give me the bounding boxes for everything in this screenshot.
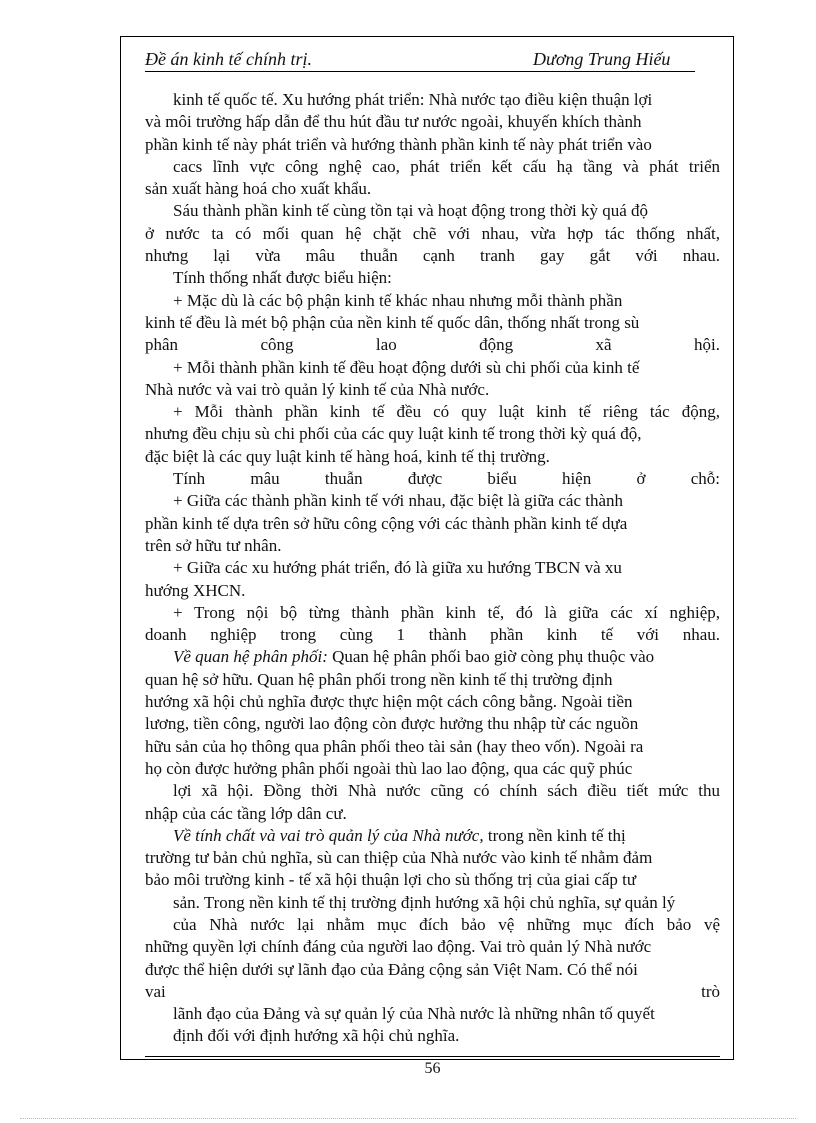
text-line: Tính thống nhất được biểu hiện: xyxy=(173,268,392,288)
text-line: hướng XHCN. xyxy=(145,580,246,600)
footer-divider xyxy=(145,1056,720,1057)
text-line xyxy=(145,825,720,847)
text-line: cacs lĩnh vực công nghệ cao, phát triển kết cấu hạ tầng và phát triển xyxy=(173,156,720,176)
text-line: + Mỗi thành phần kinh tế đều có quy luật kinh tế riêng tác động, xyxy=(173,402,720,422)
text-line xyxy=(145,646,720,668)
text-line: và môi trường hấp dẫn để thu hút đầu tư nước ngoài, khuyến khích thành xyxy=(145,112,642,132)
header-author: Dương Trung Hiếu xyxy=(533,49,671,69)
text-line: phân công lao động xã hội. xyxy=(145,335,720,355)
text-line: Sáu thành phần kinh tế cùng tồn tại và hoạt động trong thời kỳ quá độ xyxy=(173,201,648,221)
page-header xyxy=(145,49,695,72)
text-line: được thể hiện dưới sự lãnh đạo của Đảng cộng sản Việt Nam. Có thể nói xyxy=(145,959,638,979)
document-body xyxy=(145,89,720,1048)
text-line: Tính mâu thuẫn được biểu hiện ở chỗ: xyxy=(173,469,720,489)
page-number: 56 xyxy=(424,1060,441,1077)
section-heading: Về quan hệ phân phối: xyxy=(173,647,328,667)
text-line: lợi xã hội. Đồng thời Nhà nước cũng có chính sách điều tiết mức thu xyxy=(173,781,720,801)
text-line: họ còn được hưởng phân phối ngoài thù lao lao động, qua các quỹ phúc xyxy=(145,758,633,778)
text-line: hướng xã hội chủ nghĩa được thực hiện một cách công bằng. Ngoài tiền xyxy=(145,692,633,712)
text-line: + Mỗi thành phần kinh tế đều hoạt động dưới sù chi phối của kinh tế xyxy=(173,357,640,377)
text-line: lãnh đạo của Đảng và sự quản lý của Nhà nước là những nhân tố quyết xyxy=(173,1004,655,1024)
text-line: + Trong nội bộ từng thành phần kinh tế, đó là giữa các xí nghiệp, xyxy=(173,602,720,622)
text-line: ở nước ta có mối quan hệ chặt chẽ với nhau, vừa hợp tác thống nhất, xyxy=(145,223,720,243)
header-title: Đề án kinh tế chính trị. xyxy=(145,49,312,69)
text-line: nhập của các tầng lớp dân cư. xyxy=(145,803,347,823)
text-span: trong nền kinh tế thị xyxy=(483,825,626,845)
text-span: Quan hệ phân phối bao giờ còng phụ thuộc vào xyxy=(327,647,655,667)
text-line: + Mặc dù là các bộ phận kinh tế khác nhau nhưng mỗi thành phần xyxy=(173,290,623,310)
text-line: + Giữa các thành phần kinh tế với nhau, đặc biệt là giữa các thành xyxy=(173,491,624,511)
text-line: lương, tiền công, người lao động còn được hưởng thu nhập từ các nguồn xyxy=(145,714,639,734)
text-line: của Nhà nước lại nhằm mục đích bảo vệ những mục đích bảo vệ xyxy=(173,914,720,934)
text-line: trường tư bản chủ nghĩa, sù can thiệp của Nhà nước vào kinh tế nhằm đảm xyxy=(145,848,653,868)
text-line: Nhà nước và vai trò quản lý kinh tế của Nhà nước. xyxy=(145,379,490,399)
text-line: định đối với định hướng xã hội chủ nghĩa. xyxy=(173,1026,460,1046)
text-line: nhưng lại vừa mâu thuẫn cạnh tranh gay gắt với nhau. xyxy=(145,246,720,266)
text-line: vai trò xyxy=(145,981,720,1001)
section-heading: Về tính chất và vai trò quản lý của Nhà nước, xyxy=(173,825,484,845)
text-line: phần kinh tế này phát triển và hướng thành phần kinh tế này phát triển vào xyxy=(145,134,652,154)
text-line: phần kinh tế dựa trên sở hữu công cộng với các thành phần kinh tế dựa xyxy=(145,513,628,533)
text-line: doanh nghiệp trong cùng 1 thành phần kinh tế với nhau. xyxy=(145,625,720,645)
page-edge-divider xyxy=(20,1118,796,1119)
text-line: + Giữa các xu hướng phát triển, đó là giữa xu hướng TBCN và xu xyxy=(173,558,622,578)
text-line: kinh tế đều là mét bộ phận của nền kinh tế quốc dân, thống nhất trong sù xyxy=(145,312,640,332)
text-line: hữu sản của họ thông qua phân phối theo tài sản (hay theo vốn). Ngoài ra xyxy=(145,736,644,756)
text-line: quan hệ sở hữu. Quan hệ phân phối trong nền kinh tế thị trường định xyxy=(145,669,613,689)
text-line: nhưng đều chịu sù chi phối của các quy luật kinh tế trong thời kỳ quá độ, xyxy=(145,424,642,444)
text-line: kinh tế quốc tế. Xu hướng phát triển: Nhà nước tạo điều kiện thuận lợi xyxy=(173,90,653,109)
text-line: sản xuất hàng hoá cho xuất khẩu. xyxy=(145,179,372,199)
text-line: đặc biệt là các quy luật kinh tế hàng hoá, kinh tế thị trường. xyxy=(145,446,550,466)
text-line: những quyền lợi chính đáng của người lao động. Vai trò quản lý Nhà nước xyxy=(145,937,652,957)
text-line: sản. Trong nền kinh tế thị trường định hướng xã hội chủ nghĩa, sự quản lý xyxy=(173,892,676,912)
text-line: trên sở hữu tư nhân. xyxy=(145,535,282,555)
text-line: bảo môi trường kinh - tế xã hội thuận lợi cho sù thống trị của giai cấp tư xyxy=(145,870,637,890)
